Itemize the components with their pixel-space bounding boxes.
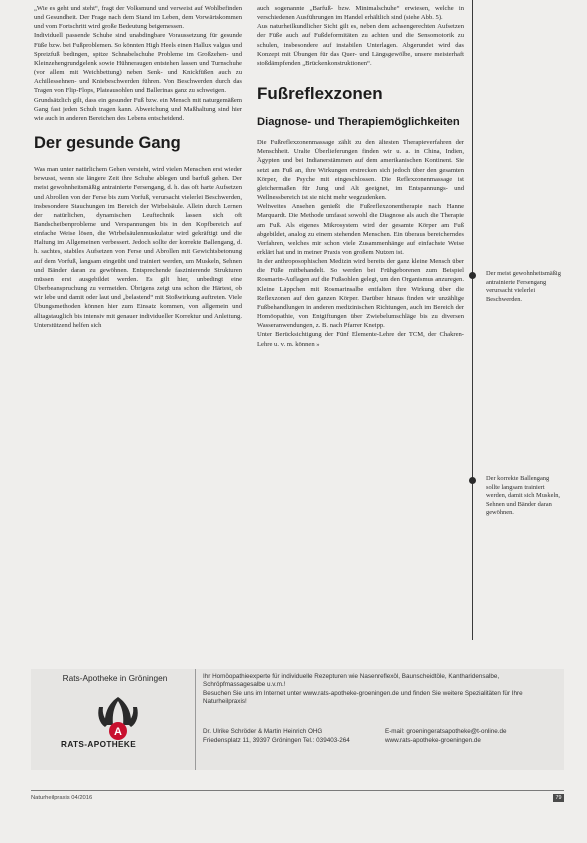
- column-divider: [472, 0, 473, 640]
- ad-divider: [195, 669, 196, 770]
- section-subheading: Diagnose- und Therapiemöglichkeiten: [257, 116, 460, 129]
- ad-title: Rats-Apotheke in Gröningen: [62, 673, 168, 683]
- ad-address: Friedensplatz 11, 39397 Gröningen Tel.: 039403-264: [203, 737, 350, 744]
- logo-letter: A: [114, 726, 122, 738]
- pharmacy-logo-icon: [91, 693, 145, 741]
- ad-website-link[interactable]: www.rats-apotheke-groeningen.de: [385, 737, 481, 744]
- bullet-dot-icon: [469, 272, 476, 279]
- ad-body: [203, 673, 558, 707]
- ad-company: Dr. Ulrike Schröder & Martin Heinrich OHG: [203, 728, 323, 735]
- paragraph: Unter Berücksichtigung der Fünf Elemente-Lehre der TCM, der Chakren-Lehre u. v. m. können »: [257, 331, 464, 348]
- paragraph: Weltweites Ansehen genießt die Fußreflexzonentherapie nach Hanne Marquardt. Die Methode umfasst sowohl die Diagnose als auch die Therapie am Fuß. Als eigenes Mikrosystem wird der gesamte Körper am Fuß abgebildet, analog zu einem stehenden Menschen. Ein überaus bereicherndes Verfahren, welches mir schon viele Zusammenhänge auf einfachste Weise erklärt hat und in meiner Praxis von großem Nutzen ist.: [257, 203, 464, 256]
- logo-wordmark: RATS-APOTHEKE: [61, 740, 137, 749]
- journal-name: Naturheilpraxis 04/2016: [31, 795, 93, 801]
- pharmacy-advertisement: [31, 669, 564, 770]
- paragraph: In der anthroposophischen Medizin wird bereits der ganz kleine Mensch über die Füße mitbehandelt. So werden bei Frühgeborenen zum Beispiel Rosmarin-Auflagen auf die Fußsohlen gelegt, um den Organismus anzuregen. Kleine Läppchen mit Rosmarinsalbe entfalten ihre Wirkung über die Reflexzonen auf den ganzen Körper. Darüber hinaus finden wir unzählige Fußbehandlungen in anderen medizinischen Richtungen, auch im Bereich der Homöopathie, von Entgiftungen über Zwiebelumschläge bis zu diversen Wasseranwendungen, z. B. nach Pfarrer Kneipp.: [257, 258, 464, 330]
- left-column: [34, 4, 242, 330]
- middle-column: [257, 4, 464, 349]
- sidebar-note: Der meist gewohnheitsmäßig antrainierte Fersengang verursacht vielerlei Beschwerden.: [486, 270, 561, 303]
- section-heading-fussreflexzonen: Fußreflexzonen: [257, 84, 383, 104]
- sidebar-note: Der korrekte Ballengang sollte langsam trainiert werden, damit sich Muskeln, Sehnen und Bänder daran gewöhnen.: [486, 475, 561, 517]
- page-number: 79: [553, 794, 564, 802]
- paragraph: Grundsätzlich gilt, dass ein gesunder Fuß bzw. ein Mensch mit naturgemäßem Gang fast jeden Schuh tragen kann. Abweichung und Maßhaltung sind hier wie auch in anderen Bereichen des Lebens entscheidend.: [34, 96, 242, 122]
- ad-email-link[interactable]: E-mail: groeningeratsapotheke@t-online.de: [385, 728, 507, 735]
- ad-line: Ihr Homöopathieexperte für individuelle Rezepturen wie Nasenreflexöl, Baunscheidtöle, Kantharidensalbe, Schröpfmassagesalbe u.v.m.!: [203, 673, 500, 689]
- paragraph: „Wie es geht und steht“, fragt der Volksmund und verweist auf Wohlbefinden und Gesundheit. Der Frage nach dem Stand im Leben, dem Vorwärtskommen und vom Fortschritt wird große Bedeutung beigemessen.: [34, 5, 242, 31]
- paragraph: Individuell passende Schuhe sind unabdingbare Voraussetzung für gesunde Füße bzw. bei Fußproblemen. So könnten High Heels einen Hallux valgus und Spreizfuß bedingen, spitze Schnabelschuhe Probleme im Großzehen- und Kleinzehengrundgelenk sowie Hühneraugen entstehen lassen und Turnschuhe (vor allem mit Weichbettung) neben Senk- und Knickfüßen auch zu Achillessehnen- und Kniebeschwerden führen. Von Beschwerden durch das Tragen von Flip-Flops, Plateausohlen und Ballerinas ganz zu schweigen.: [34, 32, 242, 95]
- section-heading-gang: Der gesunde Gang: [34, 134, 181, 153]
- paragraph: Die Fußreflexzonenmassage zählt zu den ältesten Therapieverfahren der Menschheit. Uralte Überlieferungen finden wir u. a. in China, Indien, Ägypten und bei Indianerstämmen auf dem amerikanischen Kontinent. Sie setzt am Fuß an, ihre Wirkungen erstrecken sich jedoch über den gesamten Körper, die Psyche mit eingeschlossen. Die Reflexzonenmassage ist gleichermaßen für Jung und Alt geeignet, im Entspannungs- und Wellnessbereich ist sie nicht mehr wegzudenken.: [257, 139, 464, 202]
- bullet-dot-icon: [469, 477, 476, 484]
- page-footer: [31, 790, 564, 805]
- paragraph: Was man unter natürlichem Gehen versteht, wird vielen Menschen erst wieder bewusst, wenn sie längere Zeit ihre Schuhe ablegen und barfuß gehen. Der meist gewohnheitsmäßig antrainierte Fersengang, d. h. das oft harte Aufsetzen und Abrollen von der Ferse bis zum Vorfuß, verursacht vielerlei Beschwerden, insbesondere Stauchungen im Bereich der Wirbelsäule. Allein durch Lernen der natürlichen, dynamischen Leuftechnik lassen sich oft Bandscheibenprobleme und Verspannungen bis in den Kopfbereich auf einfache Weise lösen, die Wirbelsäulenmuskulatur wird gekräftigt und die Haltung im Allgemeinen verbessert. Jedoch sollte der korrekte Ballengang, d. h. sachtes, stabiles Aufsetzen von Ferse und Abrollen mit Gewichtsbetonung auf dem Vorfuß, langsam eingeübt und trainiert werden, um Muskeln, Sehnen und Bänder daran zu gewöhnen. Entsprechende faszinierende Strukturen müssen erst ausgebildet werden. Es gilt hier, unbedingt eine Überbeanspruchung zu vermeiden. Übrigens zeigt uns schon die Härtest, ob wir lebe und damit oder laut und „belastend“ mit Stoßwirkung auftreten. Viele Übungsmethoden können hier zum Einsatz kommen, von allgemein und alltagstauglich bis intensiv mit genauer individueller Korrektur und Anleitung. Unterstützend helfen sich: [34, 166, 242, 329]
- ad-line: Besuchen Sie uns im Internet unter www.rats-apotheke-groeningen.de und finden Sie weitere Spezialitäten für Ihre Naturheilpraxis!: [203, 689, 523, 706]
- paragraph: Aus naturheilkundlicher Sicht gilt es, neben dem achsengerechten Aufsetzen der Füße auch auf Fußdeformitäten zu achten und die Sensomotorik zu schulen, insbesondere auf instabilen Unterlagen. Abgerundet wird das Konzept mit Übungen für das Quer- und Längsgewölbe, unsere meisterhaft stoßdämpfenden „Brückenkonstruktionen“.: [257, 23, 464, 67]
- paragraph: auch sogenannte „Barfuß- bzw. Minimalschuhe“ erwiesen, welche in verschiedenen Ausführungen im Handel erhältlich sind (siehe Abb. 5).: [257, 5, 464, 22]
